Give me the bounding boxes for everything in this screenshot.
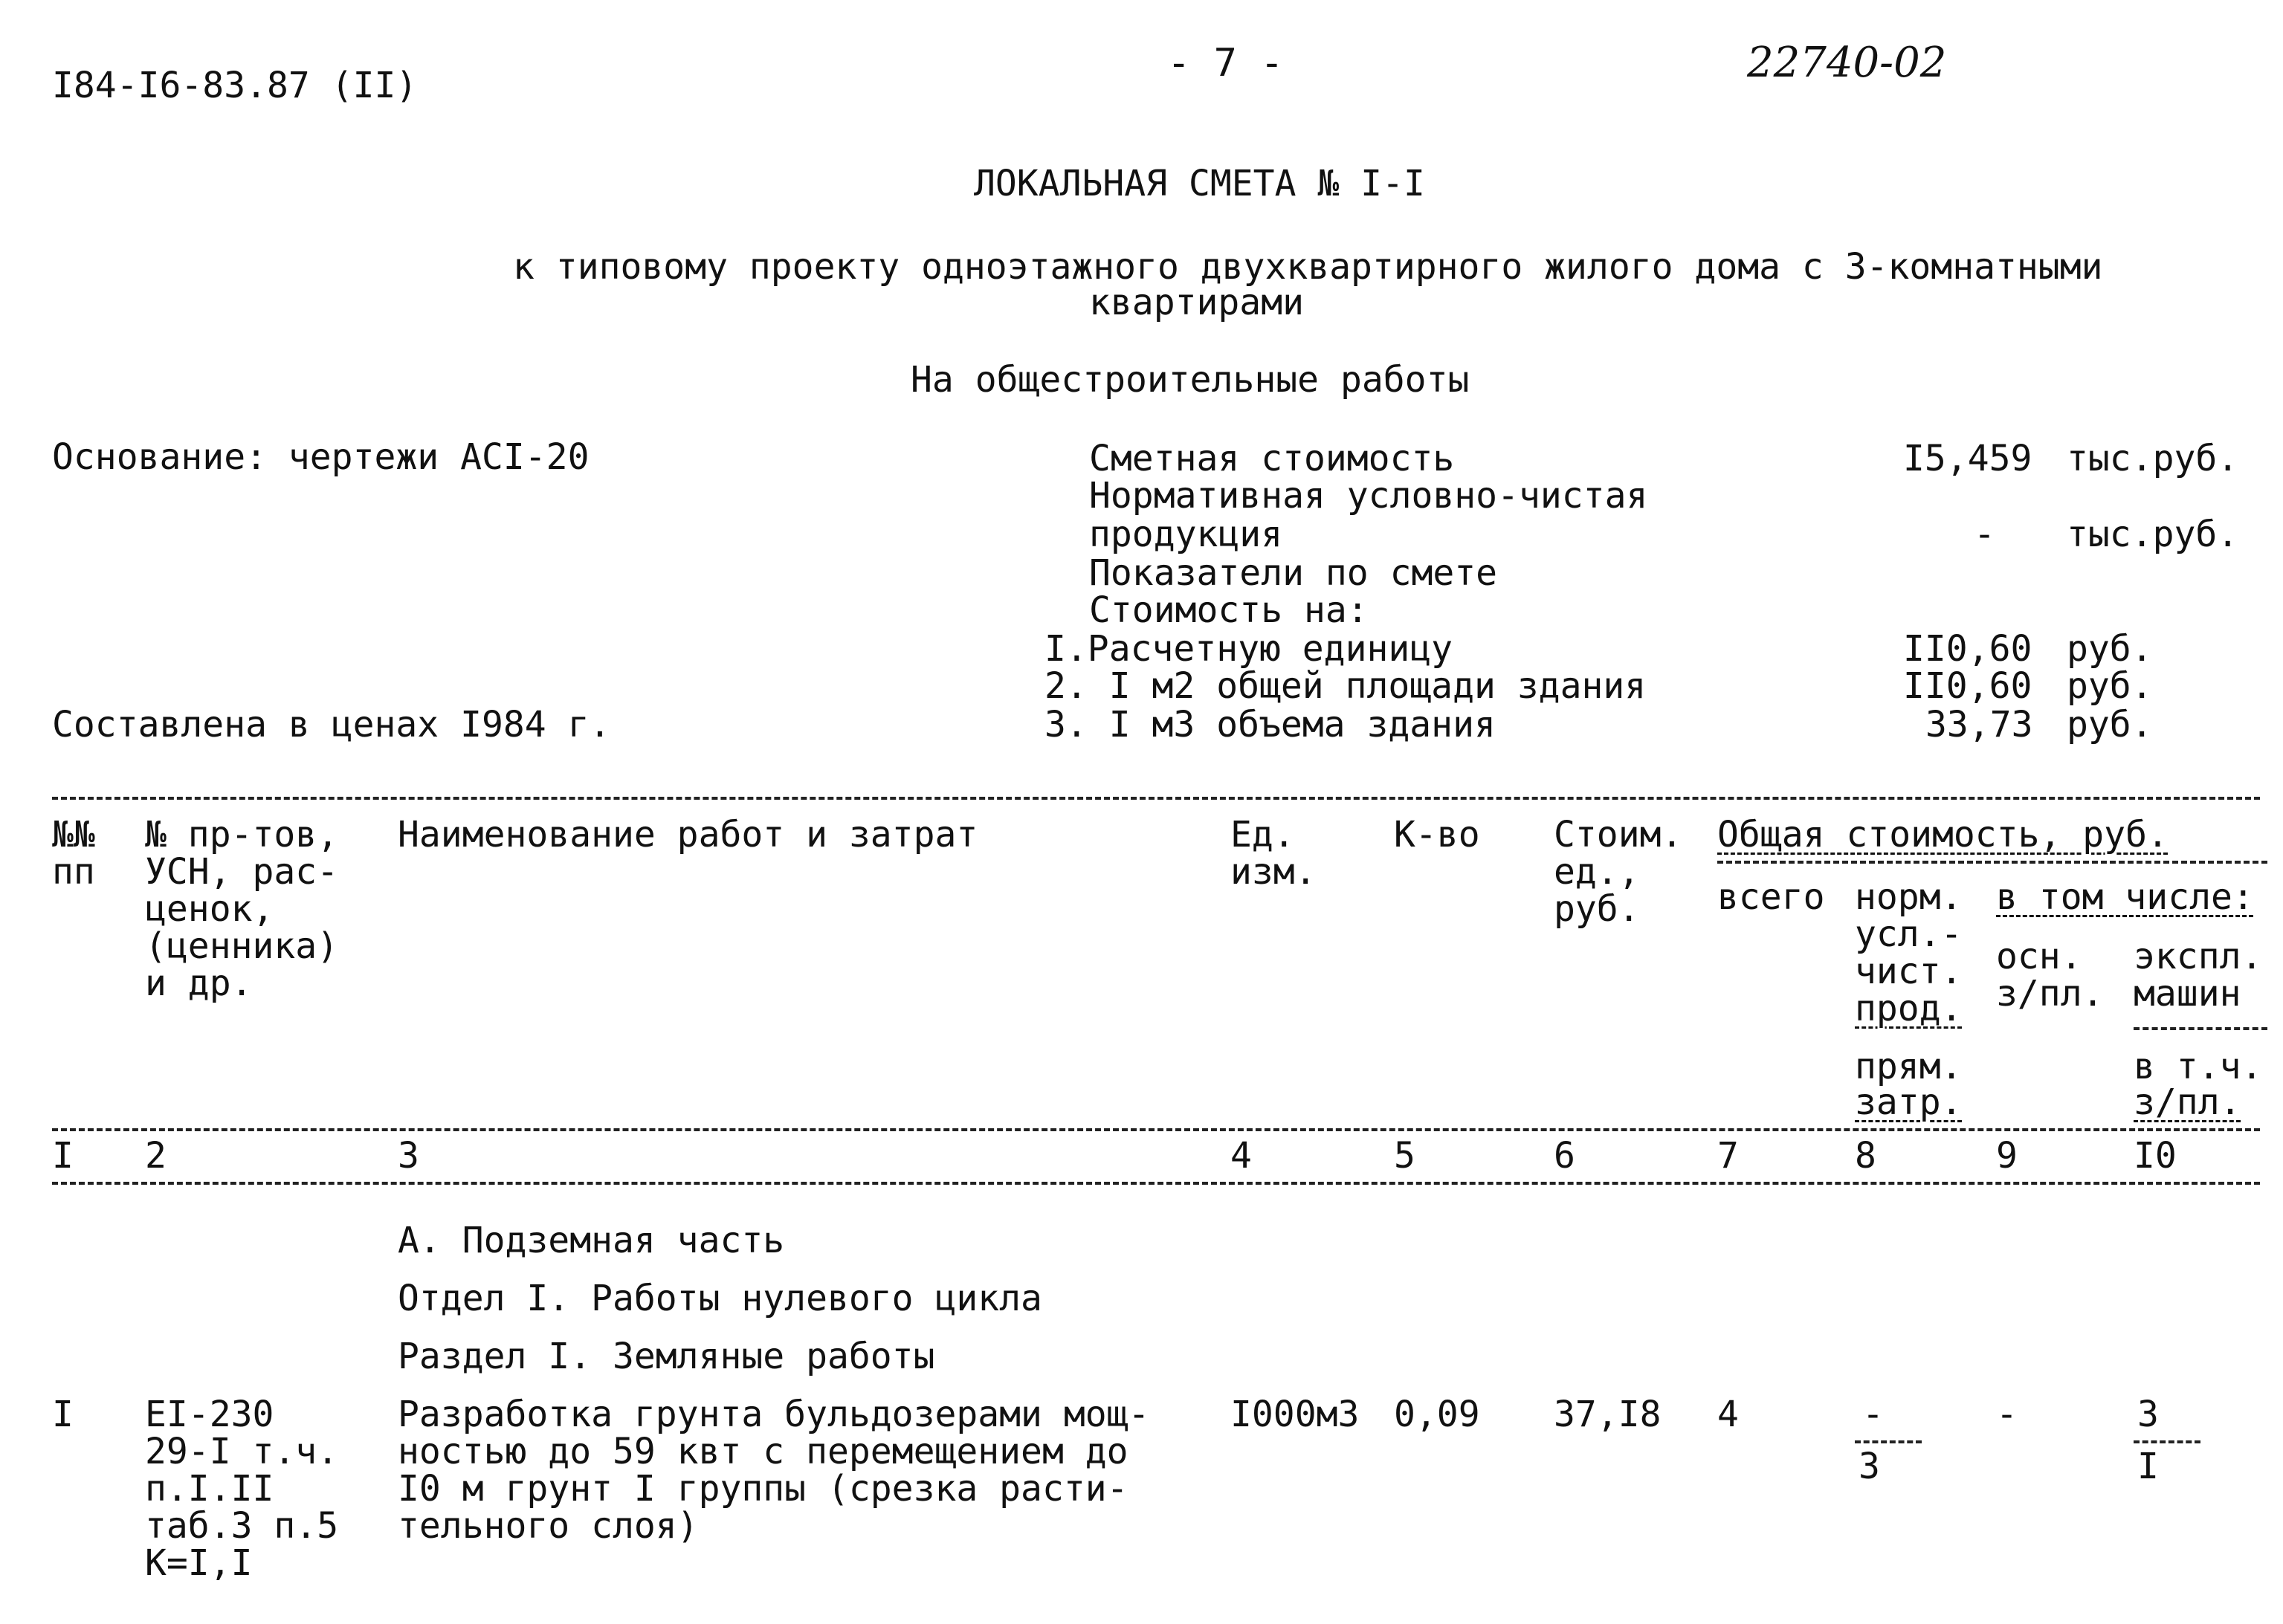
row-machines-top: 3	[2137, 1394, 2159, 1435]
row-norm-split	[1855, 1440, 1922, 1443]
header-col-norm: норм. усл.- чист.	[1855, 876, 1963, 992]
indicator-1-unit: руб.	[2067, 628, 2153, 670]
norm-label-1: Нормативная условно-чистая	[1089, 475, 1648, 517]
col-number-3: 3	[398, 1135, 419, 1177]
header-col-norm-direct: прям.	[1855, 1046, 1963, 1087]
norm-label-2: продукция	[1089, 514, 1283, 555]
header-including: в том числе:	[1996, 876, 2254, 918]
row-total: 4	[1717, 1394, 1739, 1435]
indicator-2-value: II0,60	[1903, 665, 2032, 707]
indicator-3-value: 33,73	[1925, 704, 2033, 745]
col-number-4: 4	[1230, 1135, 1252, 1177]
row-name: Разработка грунта бульдозерами мощ- ностью до 59 квт с перемещением до I0 м грунт I группы (срезка расти- тельного слоя)	[398, 1394, 1150, 1547]
header-col-code: № пр-тов, УСН, рас- ценок, (ценника) и др.	[145, 814, 339, 1004]
row-code: EI-230 29-I т.ч. п.I.II таб.3 п.5 К=I,I	[145, 1394, 339, 1584]
col-number-5: 5	[1394, 1135, 1415, 1177]
row-unit-cost: 37,I8	[1554, 1394, 1662, 1435]
indicator-2-label: 2. I м2 общей площади здания	[1044, 665, 1647, 707]
table-header-bottom-rule	[52, 1128, 2260, 1131]
indicator-1-value: II0,60	[1903, 628, 2032, 670]
header-col-unit-cost: Стоим. ед., руб.	[1554, 814, 1683, 930]
row-qty: 0,09	[1394, 1394, 1480, 1435]
row-machines-bottom: I	[2137, 1446, 2159, 1487]
machines-split-rule	[2134, 1027, 2267, 1030]
page-number: - 7 -	[1167, 41, 1284, 85]
section-heading: Раздел I. Земляные работы	[398, 1336, 935, 1377]
handwritten-number: 22740-02	[1747, 39, 1947, 87]
works-type: На общестроительные работы	[911, 359, 1470, 401]
col-number-8: 8	[1855, 1135, 1876, 1177]
header-col-salary: осн. з/пл.	[1996, 936, 2104, 1015]
col-number-10: I0	[2134, 1135, 2177, 1177]
header-col-num: №№ пп	[52, 814, 95, 893]
header-col-name: Наименование работ и затрат	[398, 814, 978, 855]
col-number-1: I	[52, 1135, 74, 1177]
row-norm-bottom: 3	[1859, 1446, 1880, 1487]
row-unit: I000м3	[1230, 1394, 1360, 1435]
col-number-9: 9	[1996, 1135, 2018, 1177]
estimate-cost-unit: тыс.руб.	[2067, 438, 2239, 479]
estimate-cost-value: I5,459	[1903, 438, 2032, 479]
column-numbers-bottom-rule	[52, 1182, 2260, 1185]
prices-text: Составлена в ценах I984 г.	[52, 704, 611, 745]
row-salary: -	[1996, 1394, 2018, 1435]
row-machines-split	[2134, 1440, 2200, 1443]
department-heading: Отдел I. Работы нулевого цикла	[398, 1278, 1042, 1319]
header-col-machines: экспл. машин	[2134, 936, 2263, 1015]
col-number-2: 2	[145, 1135, 167, 1177]
row-number: I	[52, 1394, 74, 1435]
header-col-machines-incl-2: з/пл.	[2134, 1081, 2241, 1123]
header-col-qty: К-во	[1394, 814, 1480, 855]
subtitle-line-1: к типовому проекту одноэтажного двухквартирного жилого дома с 3-комнатными	[513, 246, 2103, 288]
subtitle-line-2: квартирами	[1089, 282, 1304, 323]
estimate-cost-label: Сметная стоимость	[1089, 438, 1455, 479]
table-top-rule	[52, 797, 2260, 800]
document-code: I84-I6-83.87 (II)	[52, 65, 418, 106]
header-col-norm-prod: прод.	[1855, 988, 1963, 1029]
total-cost-rule	[1717, 861, 2267, 864]
document-title: ЛОКАЛЬНАЯ СМЕТА № I-I	[974, 163, 1425, 204]
indicator-1-label: I.Расчетную единицу	[1044, 628, 1453, 670]
indicators-label: Показатели по смете	[1089, 552, 1498, 594]
header-col-unit: Ед. изм.	[1230, 814, 1317, 893]
norm-value: -	[1974, 514, 1995, 555]
header-total-cost: Общая стоимость, руб.	[1717, 814, 2169, 855]
col-number-6: 6	[1554, 1135, 1575, 1177]
indicator-3-unit: руб.	[2067, 704, 2153, 745]
part-heading: А. Подземная часть	[398, 1220, 785, 1261]
indicator-2-unit: руб.	[2067, 665, 2153, 707]
indicator-3-label: 3. I м3 объема здания	[1044, 704, 1496, 745]
norm-unit: тыс.руб.	[2067, 514, 2239, 555]
cost-on-label: Стоимость на:	[1089, 589, 1369, 631]
header-col-total: всего	[1717, 876, 1825, 918]
basis-text: Основание: чертежи АСI-20	[52, 436, 590, 478]
header-col-machines-incl: в т.ч.	[2134, 1046, 2263, 1087]
header-col-norm-direct-2: затр.	[1855, 1081, 1963, 1123]
col-number-7: 7	[1717, 1135, 1739, 1177]
row-norm-top: -	[1862, 1394, 1884, 1435]
